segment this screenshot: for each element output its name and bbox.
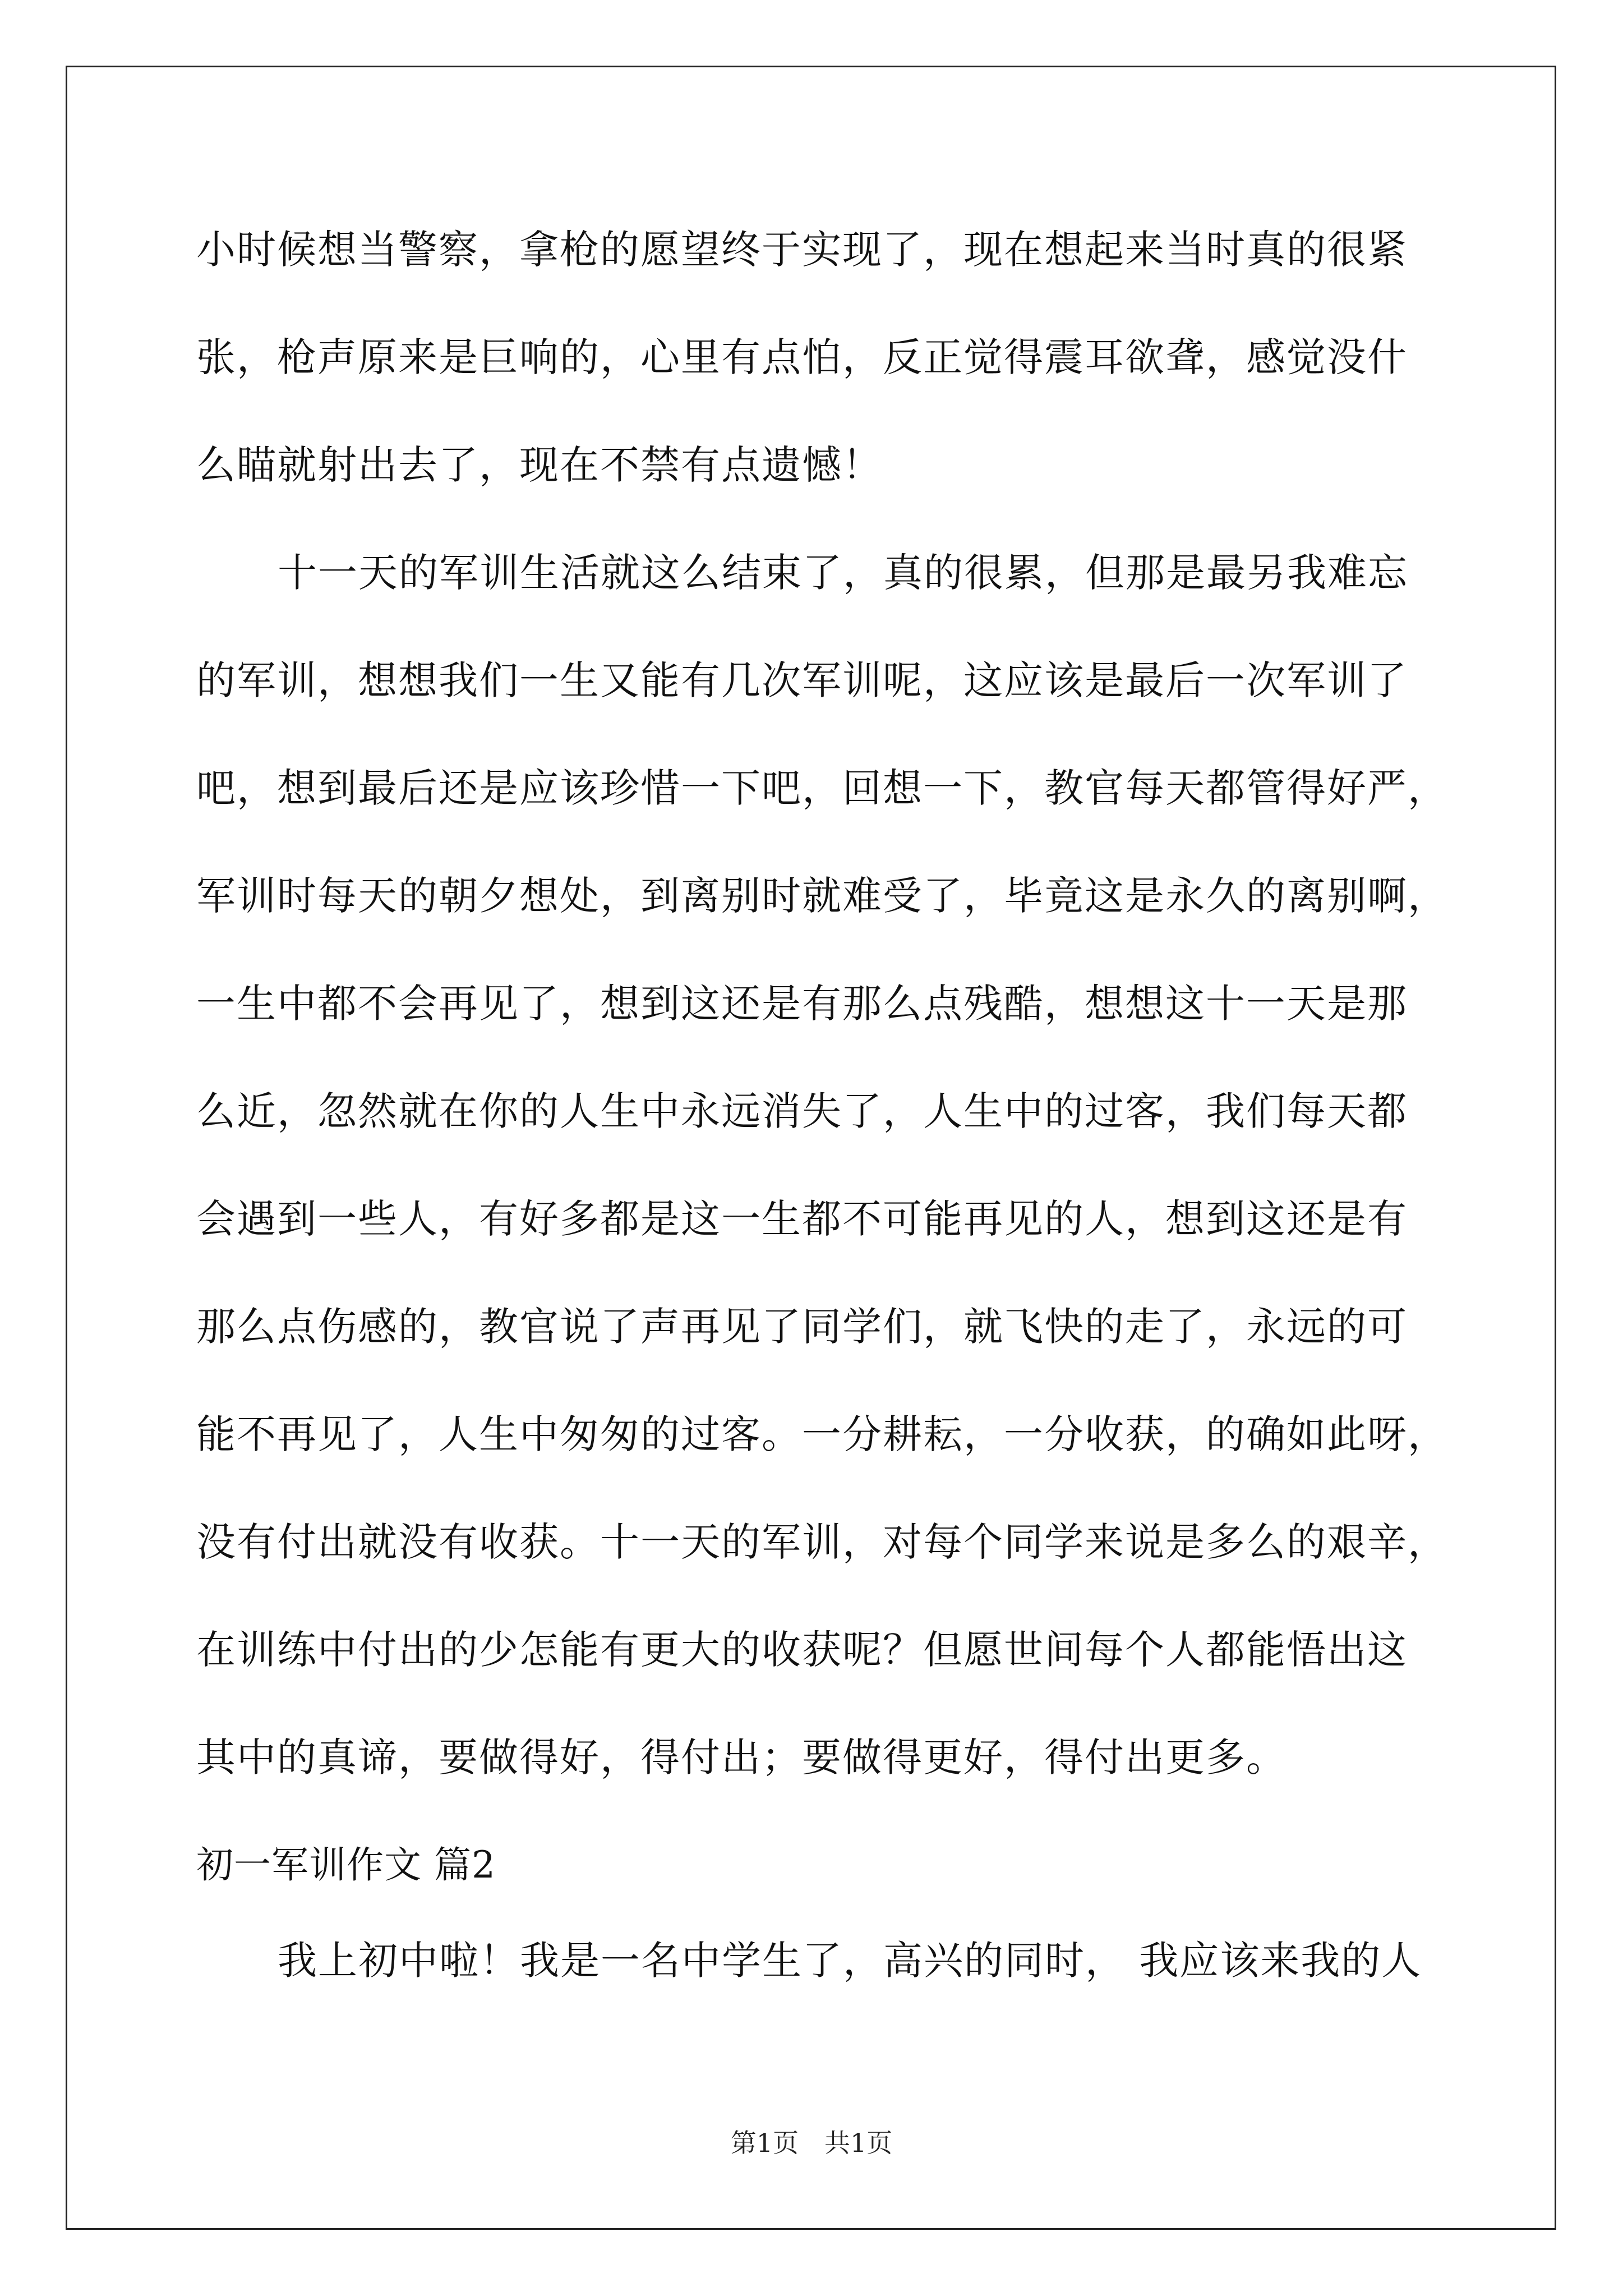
text-line: 的军训，想想我们一生又能有几次军训呢，这应该是最后一次军训了 — [196, 657, 1408, 703]
document-body — [196, 219, 1448, 2037]
text-line: 其中的真谛，要做得好，得付出；要做得更好，得付出更多。 — [196, 1734, 1287, 1780]
text-line: 张，枪声原来是巨响的，心里有点怕，反正觉得震耳欲聋，感觉没什 — [196, 334, 1408, 380]
text-line: 我上初中啦！我是一名中学生了，高兴的同时， 我应该来我的人 — [278, 1938, 1422, 1984]
text-line: 会遇到一些人，有好多都是这一生都不可能再见的人，想到这还是有 — [196, 1196, 1408, 1242]
section-heading: 初一军训作文 篇2 — [196, 1843, 496, 1887]
text-line: 能不再见了，人生中匆匆的过客。一分耕耘，一分收获，的确如此呀， — [196, 1411, 1448, 1457]
text-line: 那么点伤感的，教官说了声再见了同学们，就飞快的走了，永远的可 — [196, 1304, 1408, 1350]
text-line: 军训时每天的朝夕想处，到离别时就难受了，毕竟这是永久的离别啊， — [196, 873, 1448, 919]
text-line: 么近，忽然就在你的人生中永远消失了，人生中的过客，我们每天都 — [196, 1088, 1408, 1134]
text-line: 吧，想到最后还是应该珍惜一下吧，回想一下，教官每天都管得好严， — [196, 765, 1448, 811]
text-line: 十一天的军训生活就这么结束了，真的很累，但那是最另我难忘 — [278, 550, 1408, 596]
page-footer: 第1页 共1页 — [730, 2128, 893, 2158]
text-line: 在训练中付出的少怎能有更大的收获呢？但愿世间每个人都能悟出这 — [196, 1627, 1408, 1673]
text-line: 一生中都不会再见了，想到这还是有那么点残酷，想想这十一天是那 — [196, 981, 1408, 1027]
text-line: 小时候想当警察，拿枪的愿望终于实现了，现在想起来当时真的很紧 — [196, 227, 1408, 273]
text-line: 么瞄就射出去了，现在不禁有点遗憾！ — [196, 442, 883, 488]
text-line: 没有付出就没有收获。十一天的军训，对每个同学来说是多么的艰辛， — [196, 1519, 1448, 1565]
